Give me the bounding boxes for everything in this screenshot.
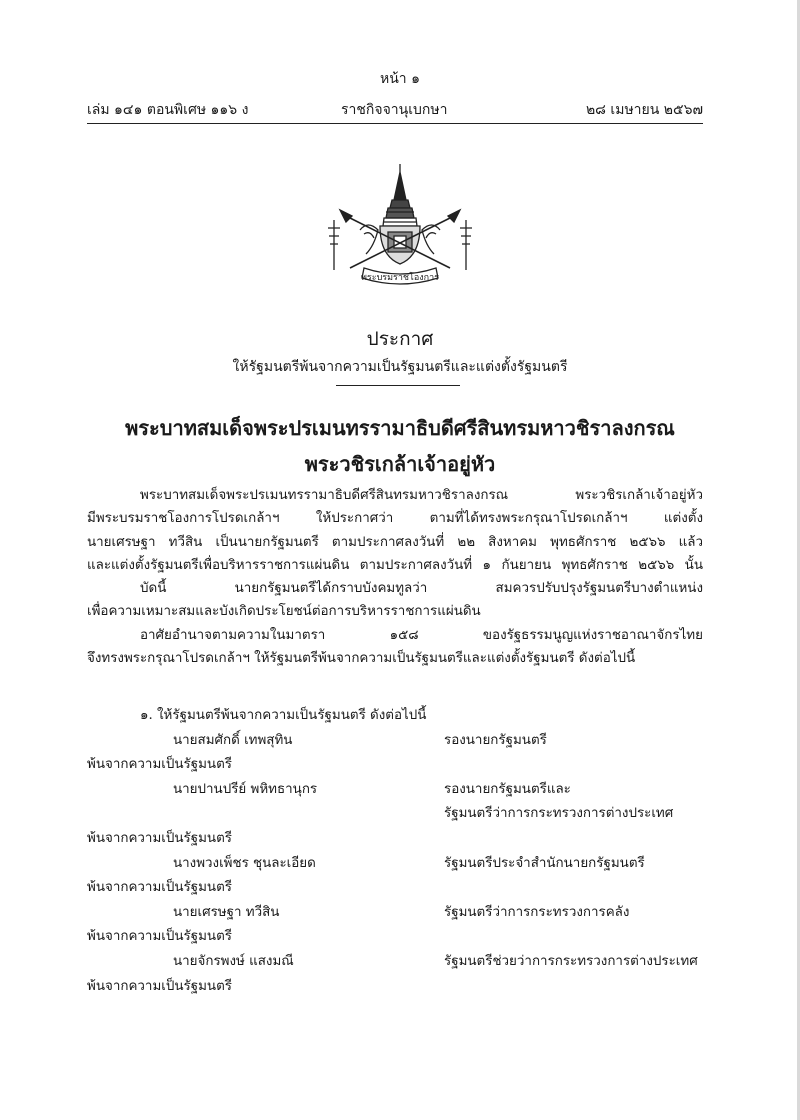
minister-position: รัฐมนตรีประจำสำนักนายกรัฐมนตรี [444,855,645,871]
announcement-title: ประกาศ [366,328,434,350]
removal-row [87,753,703,778]
announcement-subtitle: ให้รัฐมนตรีพ้นจากความเป็นรัฐมนตรีและแต่งตั้งรัฐมนตรี [232,359,568,375]
section-heading-row [87,704,703,729]
volume-info: เล่ม ๑๔๑ ตอนพิเศษ ๑๑๖ ง [87,102,249,118]
list-item [87,901,703,926]
king-name-block [0,410,800,482]
minister-name: นายจักรพงษ์ แสงมณี [173,953,294,969]
minister-name: นายเศรษฐา ทวีสิน [173,904,280,920]
body-line: และแต่งตั้งรัฐมนตรีเพื่อบริหารราชการแผ่นดิน ตามประกาศลงวันที่ ๑ กันยายน พุทธศักราช ๒๕๖๖ นั้น [87,557,703,573]
body-line: พระบาทสมเด็จพระปรเมนทรรามาธิบดีศรีสินทรมหาวชิราลงกรณ พระวชิรเกล้าเจ้าอยู่หัว [140,488,703,503]
king-name-line-2: พระวชิรเกล้าเจ้าอยู่หัว [304,452,496,476]
body-line: จึงทรงพระกรุณาโปรดเกล้าฯ ให้รัฐมนตรีพ้นจากความเป็นรัฐมนตรีและแต่งตั้งรัฐมนตรี ดังต่อไปนี้ [87,651,636,667]
minister-position: รัฐมนตรีว่าการกระทรวงการคลัง [444,904,630,920]
body-line: เพื่อความเหมาะสมและบังเกิดประโยชน์ต่อการบริหารราชการแผ่นดิน [87,604,481,620]
removal-row [87,827,703,852]
list-item [87,852,703,877]
divider [336,385,460,386]
body-line: มีพระบรมราชโองการโปรดเกล้าฯ ให้ประกาศว่า ตามที่ได้ทรงพระกรุณาโปรดเกล้าฯ แต่งตั้ง [87,511,703,527]
removal-text: พ้นจากความเป็นรัฐมนตรี [87,757,232,773]
emblem-ribbon-text: พระบรมราชโองการ [360,273,440,283]
removal-row [87,925,703,950]
minister-position: รองนายกรัฐมนตรีและ [444,781,571,797]
list-item-continued [87,802,703,827]
minister-position: รองนายกรัฐมนตรี [444,732,547,748]
section-heading: ๑. ให้รัฐมนตรีพ้นจากความเป็นรัฐมนตรี ดังต่อไปนี้ [140,708,427,723]
announcement-body [87,484,703,670]
list-item [87,729,703,754]
removal-text: พ้นจากความเป็นรัฐมนตรี [87,830,232,846]
page-number: หน้า ๑ [380,71,420,87]
publication-date: ๒๘ เมษายน ๒๕๖๗ [585,102,703,118]
minister-position: รัฐมนตรีช่วยว่าการกระทรวงการต่างประเทศ [444,953,698,969]
removal-row [87,876,703,901]
gazette-header [87,95,703,124]
removal-text: พ้นจากความเป็นรัฐมนตรี [87,929,232,945]
publication-name: ราชกิจจานุเบกษา [341,102,448,118]
minister-name: นายปานปรีย์ พหิทธานุกร [173,781,318,797]
king-name-line-1: พระบาทสมเด็จพระปรเมนทรรามาธิบดีศรีสินทรมหาวชิราลงกรณ [125,416,675,440]
removal-text: พ้นจากความเป็นรัฐมนตรี [87,880,232,896]
body-line: นายเศรษฐา ทวีสิน เป็นนายกรัฐมนตรี ตามประกาศลงวันที่ ๒๒ สิงหาคม พุทธศักราช ๒๕๖๖ แล้ว [87,534,703,550]
minister-name: นางพวงเพ็ชร ชุนละเอียด [173,855,316,871]
minister-list [87,704,703,999]
removal-text: พ้นจากความเป็นรัฐมนตรี [87,978,232,994]
body-line: อาศัยอำนาจตามความในมาตรา ๑๕๘ ของรัฐธรรมนูญแห่งราชอาณาจักรไทย [140,627,703,643]
removal-row [87,975,703,1000]
minister-name: นายสมศักดิ์ เทพสุทิน [173,732,293,748]
body-line: บัดนี้ นายกรัฐมนตรีได้กราบบังคมทูลว่า สมควรปรับปรุงรัฐมนตรีบางตำแหน่ง [140,581,703,597]
minister-position: รัฐมนตรีว่าการกระทรวงการต่างประเทศ [444,806,674,822]
royal-emblem-icon [320,160,480,290]
list-item [87,950,703,975]
list-item [87,778,703,803]
